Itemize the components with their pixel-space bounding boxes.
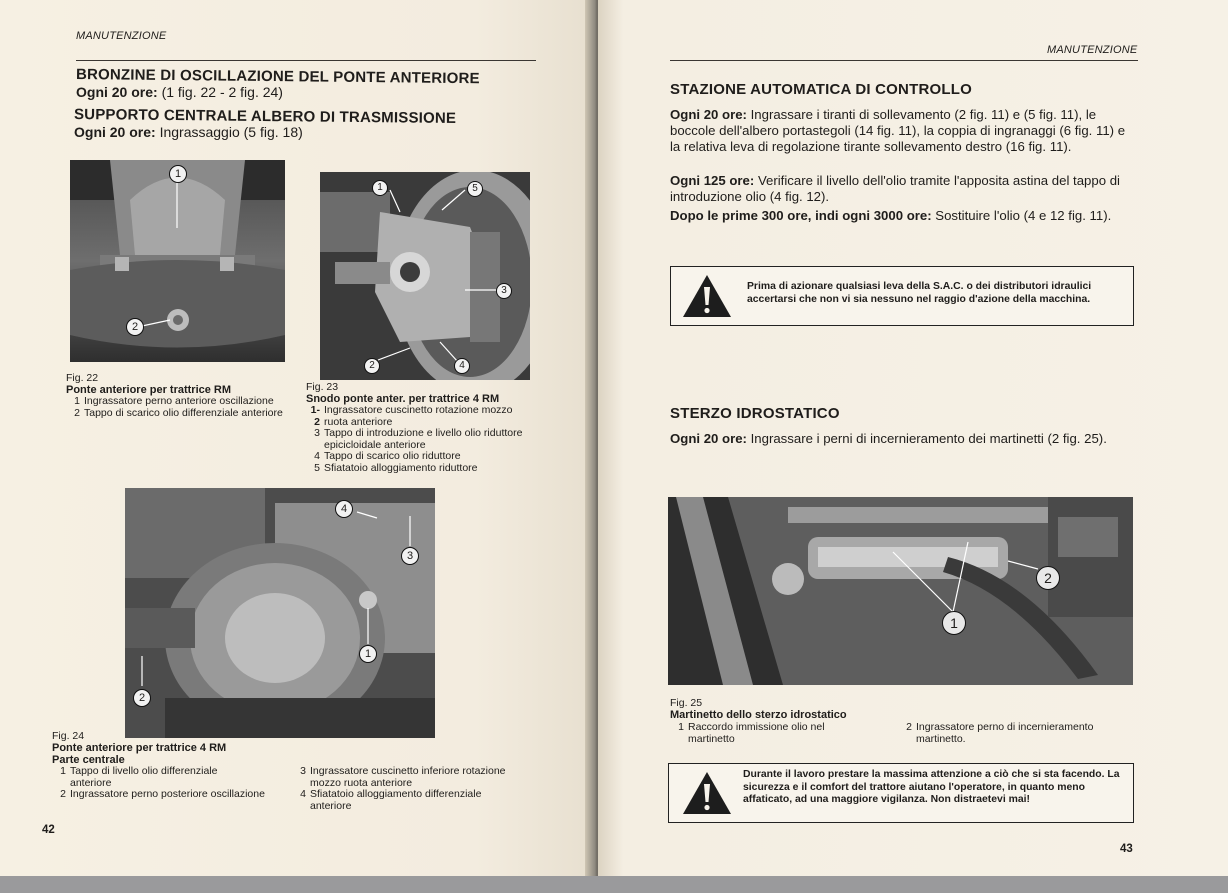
callout-fig23-3: 3 (496, 283, 512, 299)
section-interval-supporto: Ogni 20 ore: Ingrassaggio (5 fig. 18) (74, 124, 303, 140)
callout-fig24-2: 2 (133, 689, 151, 707)
section-title-supporto: SUPPORTO CENTRALE ALBERO DI TRASMISSIONE (73, 106, 457, 128)
left-page (0, 0, 595, 893)
fig22-title: Ponte anteriore per trattrice RM (66, 384, 232, 396)
scan-bottom-strip (0, 876, 1228, 893)
warning-text-sterzo: Durante il lavoro prestare la massima attenzione a ciò che si sta facendo. La sicurezza e il comfort del trattore aiutano l'operatore, in quanto meno affaticato, ad una maggiore vigilanza. Non distraetevi mai! (743, 769, 1120, 805)
fig25-photo (668, 497, 1133, 685)
fig24-title: Ponte anteriore per trattrice 4 RM (52, 742, 227, 754)
page-number-right: 43 (1120, 843, 1133, 855)
callout-fig23-2: 2 (364, 358, 380, 374)
fig24-item: 2 Ingrassatore perno posteriore oscillazione (60, 788, 265, 800)
section-title-sac: STAZIONE AUTOMATICA DI CONTROLLO (670, 81, 972, 98)
callout-fig23-1: 1 (372, 180, 388, 196)
fig24-subtitle: Parte centrale (52, 754, 125, 766)
fig23-item: 5 Sfiatatoio alloggiamento riduttore (314, 461, 478, 474)
section-title-sterzo: STERZO IDROSTATICO (670, 405, 840, 422)
fig24-item: 4 Sfiatatoio alloggiamento differenziale anteriore (300, 788, 482, 812)
sac-paragraph-2: Ogni 125 ore: Verificare il livello dell'olio tramite l'apposita astina del tappo di introduzione olio (4 fig. 12). (670, 173, 1120, 204)
fig24-caption (52, 730, 277, 801)
fig25-title: Martinetto dello sterzo idrostatico (670, 709, 847, 721)
fig25-items-col2 (898, 722, 1138, 745)
fig23-label: Fig. 23 (306, 381, 339, 393)
fig23-photo (320, 172, 530, 380)
section-interval-bronzine: Ogni 20 ore: (1 fig. 22 - 2 fig. 24) (76, 84, 283, 100)
right-running-header: MANUTENZIONE (1047, 44, 1138, 56)
fig24-item: 1 Tappo di livello olio differenziale anteriore (60, 765, 218, 789)
callout-fig22-1: 1 (169, 165, 187, 183)
fig22-photo (70, 160, 285, 362)
fig24-item: 3 Ingrassatore cuscinetto inferiore rotazione mozzo ruota anteriore (300, 765, 506, 789)
fig22-item: 2 Tappo di scarico olio differenziale anteriore (74, 406, 283, 419)
header-rule (76, 60, 536, 61)
callout-fig24-3: 3 (401, 547, 419, 565)
fig23-caption (306, 381, 531, 474)
fig22-item: 1 Ingrassatore perno anteriore oscillazione (74, 395, 274, 407)
fig23-item: 3 Tappo di introduzione e livello olio riduttore epicicloidale anteriore (314, 427, 523, 451)
callout-fig23-4: 4 (454, 358, 470, 374)
fig23-item: 4 Tappo di scarico olio riduttore (314, 450, 461, 462)
fig24-label: Fig. 24 (52, 730, 85, 742)
fig22-caption (66, 372, 291, 419)
section-title-bronzine: BRONZINE DI OSCILLAZIONE DEL PONTE ANTERIORE (75, 66, 480, 88)
fig23-item: 1-2 Ingrassatore cuscinetto rotazione mozzo ruota anteriore (310, 404, 513, 428)
fig24-photo (125, 488, 435, 738)
fig25-label: Fig. 25 (670, 697, 703, 709)
sterzo-paragraph: Ogni 20 ore: Ingrassare i perni di incernieramento dei martinetti (2 fig. 25). (670, 431, 1107, 446)
left-running-header: MANUTENZIONE (76, 30, 167, 42)
sac-paragraph-1: Ogni 20 ore: Ingrassare i tiranti di sollevamento (2 fig. 11) e (5 fig. 11), le boccole dell'albero portastegoli (14 fig. 11), la coppia di ingranaggi (6 fig. 11) e la relativa leva di regolazione tirante sollevamento destro (16 fig. 11). (670, 107, 1126, 154)
right-page (598, 0, 1228, 893)
page-number-left: 42 (42, 824, 55, 836)
callout-fig25-2: 2 (1036, 566, 1060, 590)
callout-fig24-4: 4 (335, 500, 353, 518)
warning-box-sterzo (668, 763, 1134, 823)
warning-box-sac (670, 266, 1134, 326)
fig25-items-col1 (670, 722, 900, 745)
callout-fig24-1: 1 (359, 645, 377, 663)
fig22-label: Fig. 22 (66, 372, 99, 384)
fig23-title: Snodo ponte anter. per trattrice 4 RM (306, 393, 500, 405)
warning-text-sac: Prima di azionare qualsiasi leva della S.A.C. o dei distributori idraulici accertarsi che non vi sia nessuno nel raggio d'azione della macchina. (747, 281, 1092, 305)
callout-fig22-2: 2 (126, 318, 144, 336)
fig25-item: 1 Raccordo immissione olio nel martinetto (678, 721, 825, 745)
sac-paragraph-3: Dopo le prime 300 ore, indi ogni 3000 ore: Sostituire l'olio (4 e 12 fig. 11). (670, 208, 1112, 223)
warning-triangle-icon (681, 770, 733, 816)
fig25-item: 2 Ingrassatore perno di incernieramento martinetto. (906, 721, 1094, 745)
callout-fig23-5: 5 (467, 181, 483, 197)
callout-fig25-1: 1 (942, 611, 966, 635)
warning-triangle-icon (681, 273, 733, 319)
fig25-caption (670, 697, 1140, 721)
fig24-caption-col2 (292, 766, 520, 812)
header-rule (670, 60, 1138, 61)
